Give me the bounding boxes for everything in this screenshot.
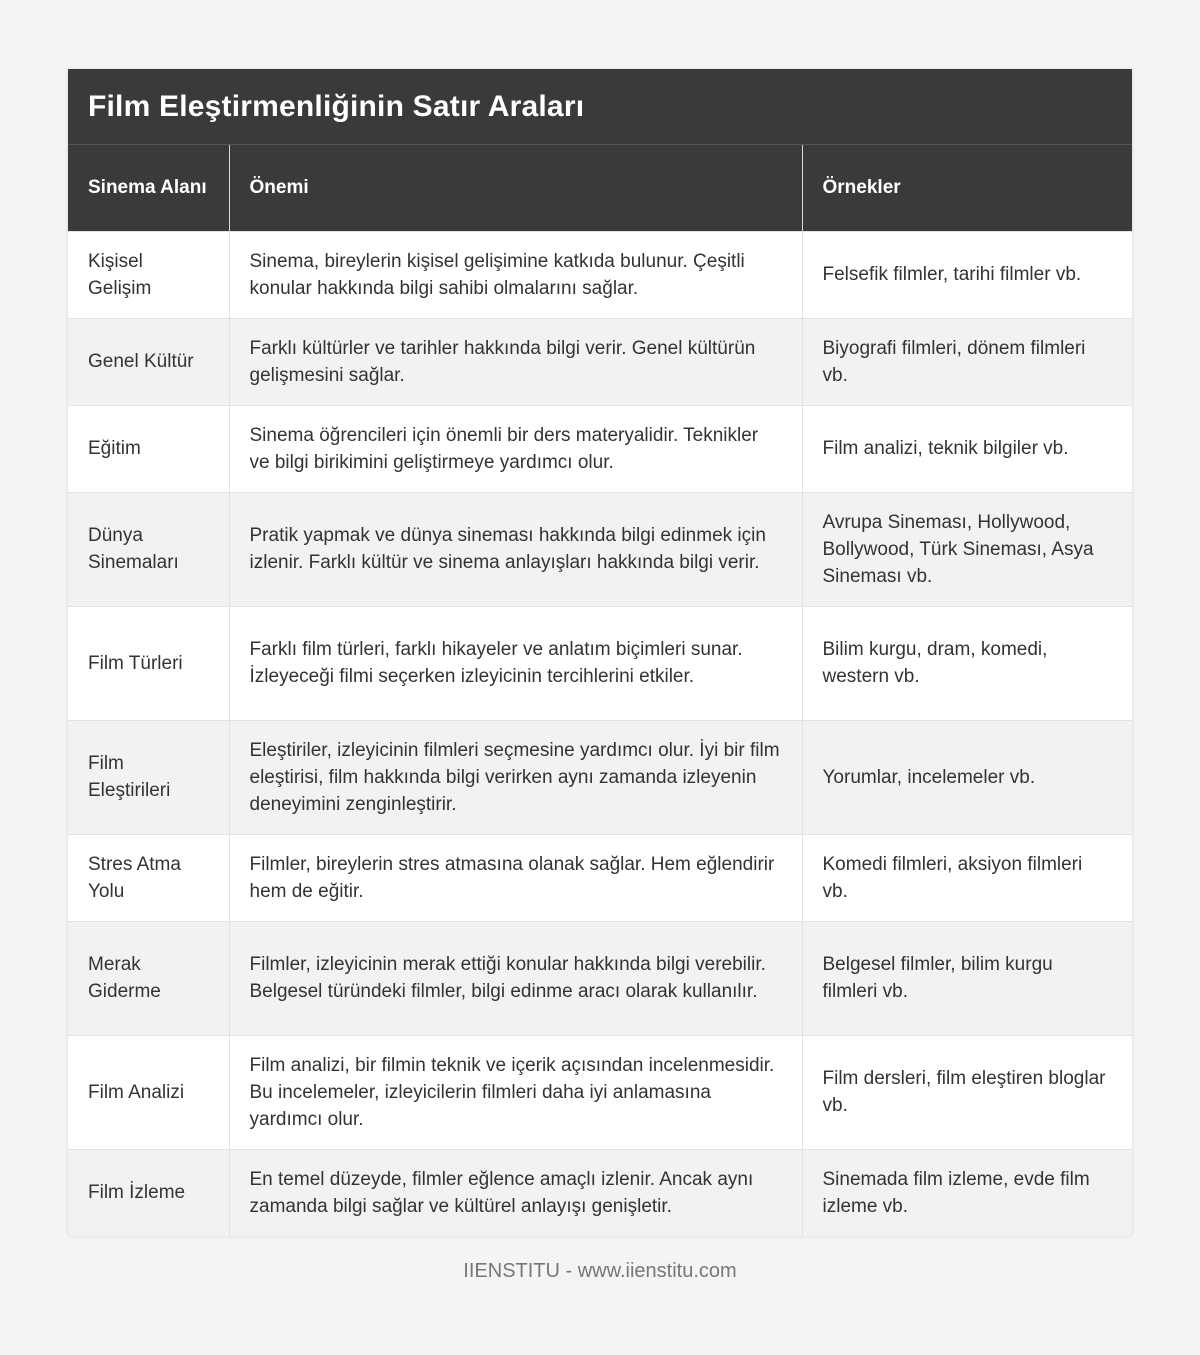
cell-ornekler: Felsefik filmler, tarihi filmler vb. [802,231,1132,318]
cell-alan: Stres Atma Yolu [68,834,229,921]
table-row [68,231,1132,318]
cell-ornekler: Komedi filmleri, aksiyon filmleri vb. [802,834,1132,921]
table-row [68,834,1132,921]
column-header-onemi: Önemi [229,145,802,231]
cell-alan: Eğitim [68,405,229,492]
cell-onemi: Pratik yapmak ve dünya sineması hakkında bilgi edinmek için izlenir. Farklı kültür ve sinema anlayışları hakkında bilgi verir. [229,492,802,606]
column-header-ornekler: Örnekler [802,145,1132,231]
cell-ornekler: Yorumlar, incelemeler vb. [802,720,1132,834]
table-row [68,405,1132,492]
cell-alan: Merak Giderme [68,921,229,1035]
cell-alan: Film Analizi [68,1035,229,1149]
page-title: Film Eleştirmenliğinin Satır Araları [88,89,585,123]
table-row [68,492,1132,606]
column-header-alan: Sinema Alanı [68,145,229,231]
title-bar [68,69,1132,145]
table-row [68,921,1132,1035]
cell-alan: Film Eleştirileri [68,720,229,834]
cell-onemi: Film analizi, bir filmin teknik ve içerik açısından incelenmesidir. Bu incelemeler, izleyicilerin filmleri daha iyi anlamasına yardımcı olur. [229,1035,802,1149]
cell-ornekler: Bilim kurgu, dram, komedi, western vb. [802,606,1132,720]
table-row [68,606,1132,720]
cell-alan: Film Türleri [68,606,229,720]
cell-ornekler: Film analizi, teknik bilgiler vb. [802,405,1132,492]
header-row [68,145,1132,231]
cell-ornekler: Sinemada film izleme, evde film izleme vb. [802,1149,1132,1236]
cell-ornekler: Film dersleri, film eleştiren bloglar vb. [802,1035,1132,1149]
table-row [68,720,1132,834]
cell-ornekler: Avrupa Sineması, Hollywood, Bollywood, Türk Sineması, Asya Sineması vb. [802,492,1132,606]
table-row [68,318,1132,405]
cell-onemi: Sinema öğrencileri için önemli bir ders materyalidir. Teknikler ve bilgi birikimini geliştirmeye yardımcı olur. [229,405,802,492]
cell-alan: Film İzleme [68,1149,229,1236]
cell-onemi: Sinema, bireylerin kişisel gelişimine katkıda bulunur. Çeşitli konular hakkında bilgi sahibi olmalarını sağlar. [229,231,802,318]
data-table [68,145,1132,1236]
cell-onemi: En temel düzeyde, filmler eğlence amaçlı izlenir. Ancak aynı zamanda bilgi sağlar ve kültürel anlayışı genişletir. [229,1149,802,1236]
footer-credit: IIENSTITU - www.iienstitu.com [463,1260,737,1282]
table-row [68,1149,1132,1236]
cell-onemi: Farklı kültürler ve tarihler hakkında bilgi verir. Genel kültürün gelişmesini sağlar. [229,318,802,405]
cell-onemi: Filmler, izleyicinin merak ettiği konular hakkında bilgi verebilir. Belgesel türündeki filmler, bilgi edinme aracı olarak kullanılır. [229,921,802,1035]
cell-alan: Genel Kültür [68,318,229,405]
cell-onemi: Eleştiriler, izleyicinin filmleri seçmesine yardımcı olur. İyi bir film eleştirisi, film hakkında bilgi verirken aynı zamanda izleyenin deneyimini zenginleştirir. [229,720,802,834]
cell-alan: Dünya Sinemaları [68,492,229,606]
cell-ornekler: Belgesel filmler, bilim kurgu filmleri vb. [802,921,1132,1035]
table-card [68,69,1132,1236]
cell-onemi: Filmler, bireylerin stres atmasına olanak sağlar. Hem eğlendirir hem de eğitir. [229,834,802,921]
cell-ornekler: Biyografi filmleri, dönem filmleri vb. [802,318,1132,405]
cell-onemi: Farklı film türleri, farklı hikayeler ve anlatım biçimleri sunar. İzleyeceği filmi seçerken izleyicinin tercihlerini etkiler. [229,606,802,720]
cell-alan: Kişisel Gelişim [68,231,229,318]
table-row [68,1035,1132,1149]
